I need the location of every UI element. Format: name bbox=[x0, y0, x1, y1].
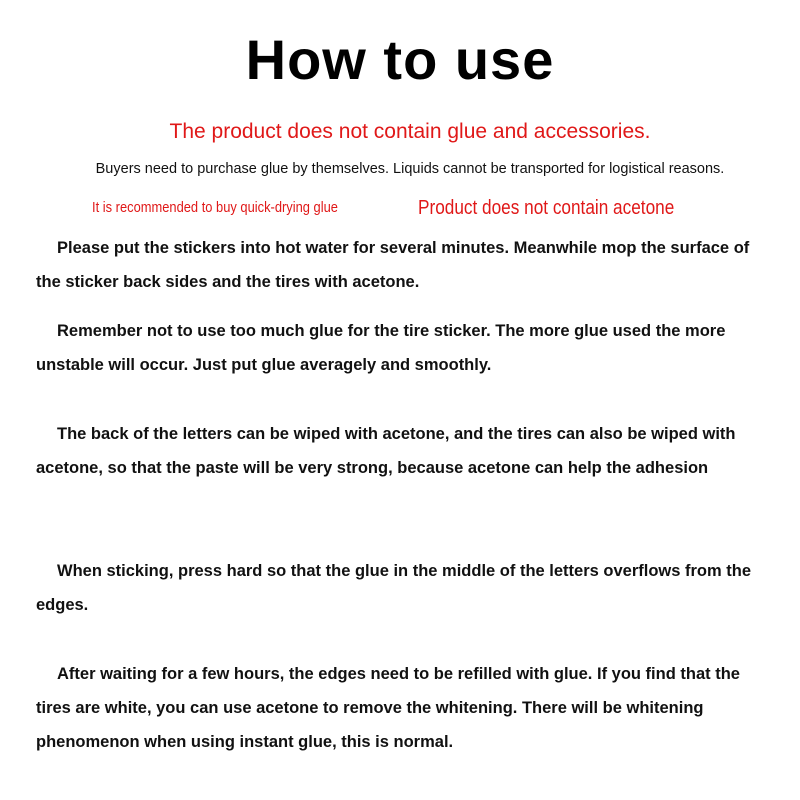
page-title: How to use bbox=[245, 28, 555, 91]
quick-drying-glue-recommendation: It is recommended to buy quick-drying glue bbox=[92, 199, 338, 216]
buyers-purchase-note: Buyers need to purchase glue by themselves. Liquids cannot be transported for logistical reasons. bbox=[95, 161, 725, 177]
instruction-paragraph-refill-edges: After waiting for a few hours, the edges need to be refilled with glue. If you find that the tires are white, you can use acetone to remove the whitening. There will be whitening phenomenon when using instant glue, this is normal. bbox=[36, 665, 740, 751]
instruction-paragraph-hot-water: Please put the stickers into hot water for several minutes. Meanwhile mop the surface of the sticker back sides and the tires with acetone. bbox=[36, 239, 750, 291]
instruction-paragraph-acetone-wipe: The back of the letters can be wiped with acetone, and the tires can also be wiped with acetone, so that the paste will be very strong, because acetone can help the adhesion bbox=[36, 425, 736, 477]
instruction-paragraph-press-hard: When sticking, press hard so that the glue in the middle of the letters overflows from the edges. bbox=[36, 562, 752, 614]
instruction-paragraph-glue-amount: Remember not to use too much glue for the tire sticker. The more glue used the more unstable will occur. Just put glue averagely and smoothly. bbox=[36, 322, 726, 374]
glue-not-included-warning: The product does not contain glue and accessories. bbox=[169, 120, 651, 143]
no-acetone-notice: Product does not contain acetone bbox=[418, 197, 675, 219]
